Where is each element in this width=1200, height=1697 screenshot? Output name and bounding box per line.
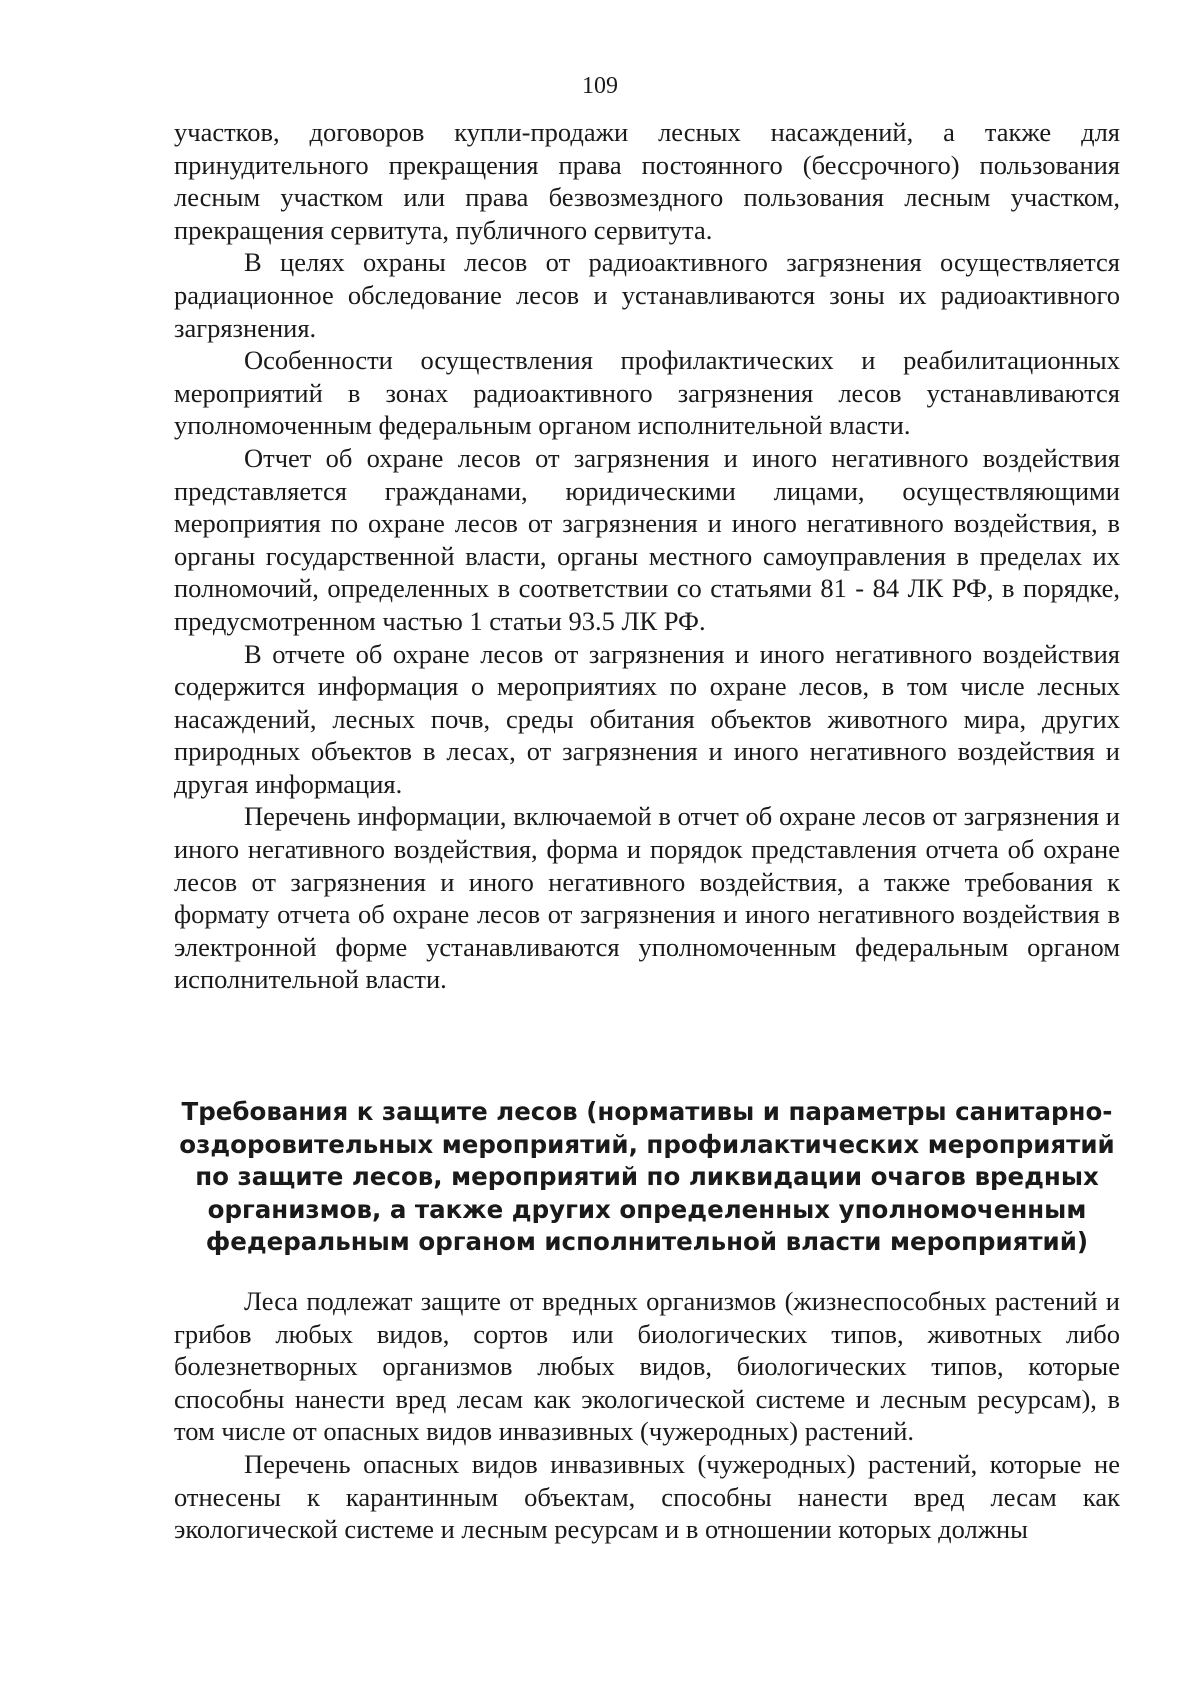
paragraph-report-contents: В отчете об охране лесов от загрязнения и иного негативного воздействия содержится информация о мероприятиях по охране лесов, в том числе лесных насаждений, лесных почв, среды обитания объектов животного мира, других природных объектов в лесах, от загрязнения и иного негативного воздействия и другая информация. [174, 638, 1120, 799]
body-text-bottom [174, 1285, 1120, 1546]
paragraph-report-submission: Отчет об охране лесов от загрязнения и иного негативного воздействия представляется гражданами, юридическими лицами, осуществляющими мероприятия по охране лесов от загрязнения и иного негативного воздействия, в органы государственной власти, органы местного самоуправления в пределах их полномочий, определенных в соответствии со статьями 81 - 84 ЛК РФ, в порядке, предусмотренном частью 1 статьи 93.5 ЛК РФ. [174, 442, 1120, 636]
paragraph-radiation-survey: В целях охраны лесов от радиоактивного загрязнения осуществляется радиационное обследование лесов и устанавливаются зоны их радиоактивного загрязнения. [174, 247, 1120, 343]
paragraph-harmful-organisms: Леса подлежат защите от вредных организмов (жизнеспособных растений и грибов любых видов, сортов или биологических типов, животных либо болезнетворных организмов любых видов, биологических типов, которые способны нанести вред лесам как экологической системе и лесным ресурсам), в том числе от опасных видов инвазивных (чужеродных) растений. [174, 1286, 1120, 1447]
section-heading: Требования к защите лесов (нормативы и параметры санитарно-оздоровительных мероприятий, профилактических мероприятий по защите лесов, мероприятий по ликвидации очагов вредных организмов, а также других определенных уполномоченным федеральным органом исполнительной власти мероприятий) [179, 1097, 1115, 1257]
paragraph-continuation: участков, договоров купли-продажи лесных насаждений, а также для принудительного прекращения права постоянного (бессрочного) пользования лесным участком или права безвозмездного пользования лесным участком, прекращения сервитута, публичного сервитута. [174, 117, 1120, 245]
body-text-top [174, 116, 1120, 996]
page-number: 109 [582, 73, 618, 99]
paragraph-report-format: Перечень информации, включаемой в отчет об охране лесов от загрязнения и иного негативного воздействия, форма и порядок представления отчета об охране лесов от загрязнения и иного негативного воздействия, а также требования к формату отчета об охране лесов от загрязнения и иного негативного воздействия в электронной форме устанавливаются уполномоченным федеральным органом исполнительной власти. [174, 801, 1120, 995]
paragraph-invasive-species: Перечень опасных видов инвазивных (чужеродных) растений, которые не отнесены к карантинным объектам, способны нанести вред лесам как экологической системе и лесным ресурсам и в отношении которых должны [174, 1448, 1120, 1545]
paragraph-rehabilitation-measures: Особенности осуществления профилактических и реабилитационных мероприятий в зонах радиоактивного загрязнения лесов устанавливаются уполномоченным федеральным органом исполнительной власти. [174, 345, 1120, 441]
